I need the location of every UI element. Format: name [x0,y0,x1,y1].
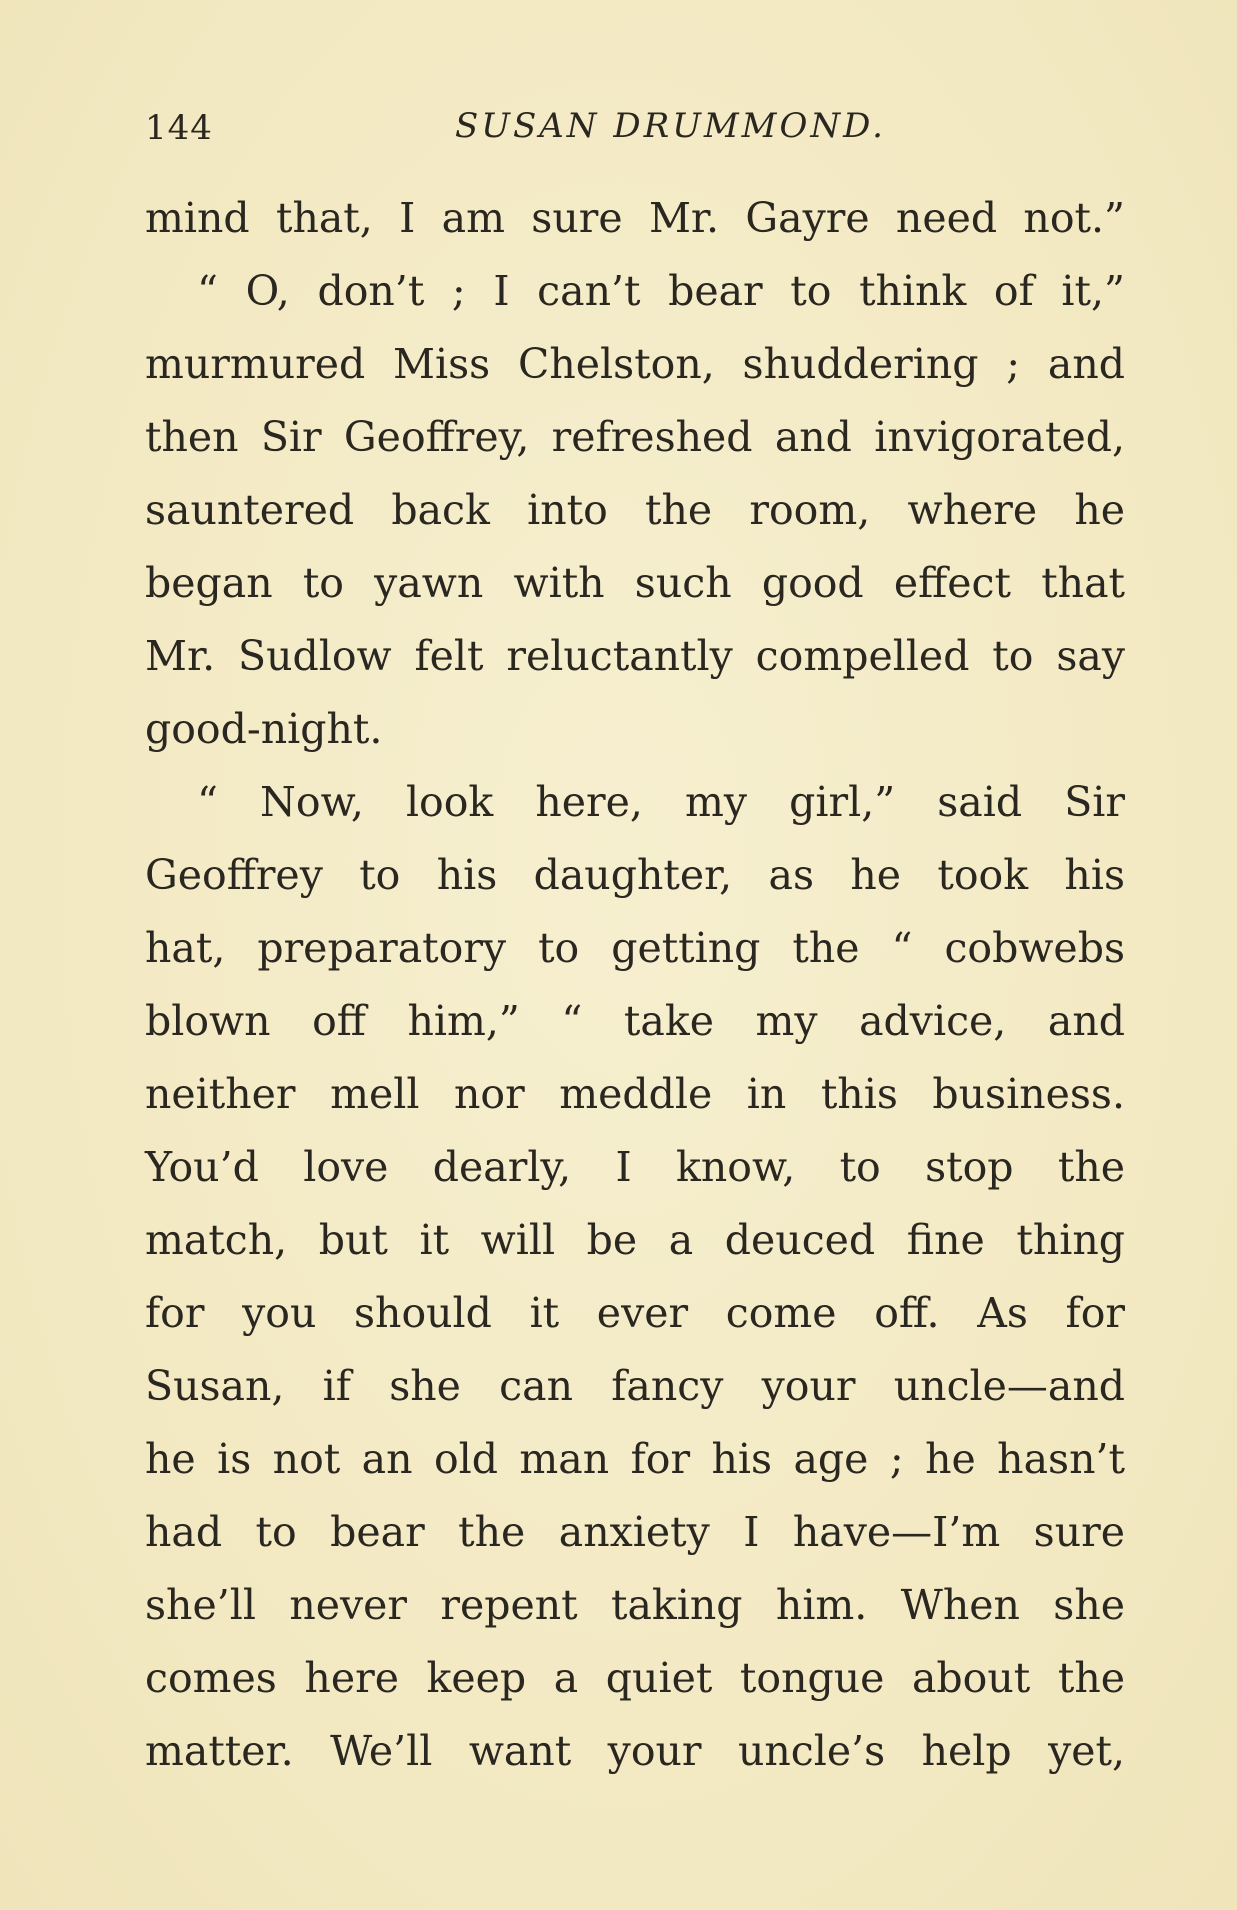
text-line: neither mell nor meddle in this business. [145,1070,1125,1118]
text-line: hat, preparatory to getting the “ cobwebs [145,924,1125,972]
text-line: You’d love dearly, I know, to stop the [145,1143,1125,1191]
text-line: “ O, don’t ; I can’t bear to think of it,” [197,267,1125,315]
text-line: began to yawn with such good effect that [145,559,1125,607]
text-line: matter. We’ll want your uncle’s help yet, [145,1727,1125,1775]
text-line: murmured Miss Chelston, shuddering ; and [145,340,1125,388]
text-line: then Sir Geoffrey, refreshed and invigorated, [145,413,1125,461]
running-head [145,100,1125,150]
page-number: 144 [145,108,213,148]
text-line: sauntered back into the room, where he [145,486,1125,534]
text-line: match, but it will be a deuced fine thing [145,1216,1125,1264]
text-line: she’ll never repent taking him. When she [145,1581,1125,1629]
text-line: “ Now, look here, my girl,” said Sir [197,778,1125,826]
text-line: had to bear the anxiety I have—I’m sure [145,1508,1125,1556]
text-line: blown off him,” “ take my advice, and [145,997,1125,1045]
text-line: he is not an old man for his age ; he hasn’t [145,1435,1125,1483]
text-line: mind that, I am sure Mr. Gayre need not.” [145,194,1125,242]
text-line: comes here keep a quiet tongue about the [145,1654,1125,1702]
running-title: SUSAN DRUMMOND. [455,106,886,146]
text-line: Geoffrey to his daughter, as he took his [145,851,1125,899]
text-line: Susan, if she can fancy your uncle—and [145,1362,1125,1410]
text-line: Mr. Sudlow felt reluctantly compelled to say [145,632,1125,680]
text-line: for you should it ever come off. As for [145,1289,1125,1337]
text-line: good-night. [145,705,383,753]
body-text [145,182,1125,1788]
